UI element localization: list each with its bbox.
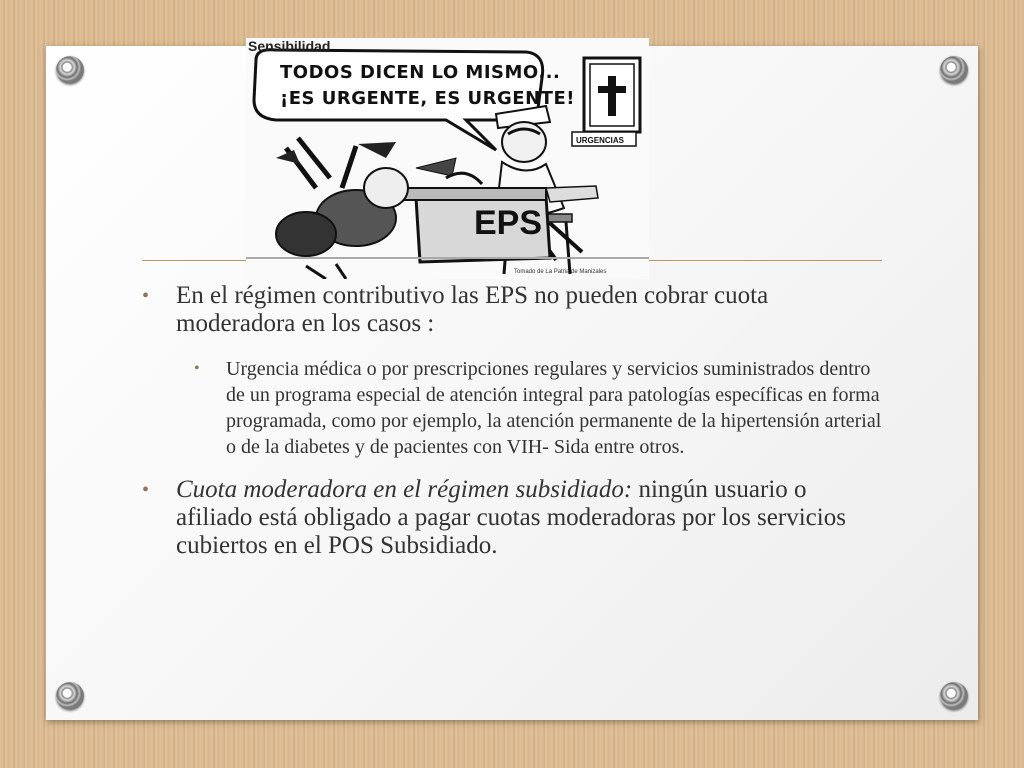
rivet-icon [56,56,84,84]
bullet-text: ningún usuario o afiliado está obligado a pagar cuotas moderadoras por los servicios cubiertos en el POS Subsidiado. [176,476,846,559]
urgencias-sign-label: URGENCIAS [576,136,625,145]
cartoon-credit: Tomado de La Patria de Manizales [514,269,607,275]
slide [46,38,978,720]
speech-bubble-line-2: ¡ES URGENTE, ES URGENTE! [280,88,575,109]
rivet-icon [940,682,968,710]
bullet-dot-icon: • [194,360,200,377]
cartoon-caption: Sensibilidad [248,38,331,54]
bullet-dot-icon: • [142,285,150,307]
sub-bullet-item [194,356,882,460]
bullet-dot-icon: • [142,479,150,501]
bullet-text: En el régimen contributivo las EPS no pueden cobrar cuota moderadora en los casos : [176,282,769,337]
speech-bubble-line-1: TODOS DICEN LO MISMO... [280,62,561,83]
bullet-item [142,476,882,560]
sub-bullet-text: Urgencia médica o por prescripciones regulares y servicios suministrados dentro de un programa especial de atención integral para patologías específicas en forma programada, como por ejemplo, la atención permanente de la hipertensión arterial o de la diabetes y de pacientes con VIH- Sida entre otros. [226,358,882,458]
bullet-item [142,282,882,338]
rivet-icon [940,56,968,84]
rivet-icon [56,682,84,710]
cartoon-image [246,38,649,279]
slide-body [142,282,882,578]
bullet-emphasis: Cuota moderadora en el régimen subsidiado: [176,476,633,503]
eps-desk-label: EPS [474,204,543,242]
